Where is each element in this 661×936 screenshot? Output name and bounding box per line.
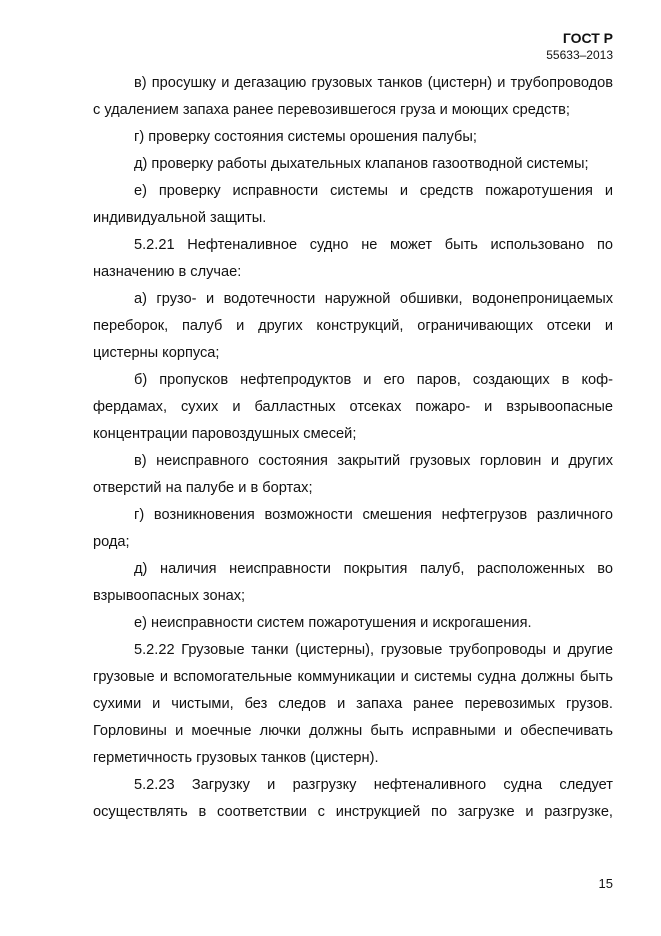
document-body: [93, 70, 613, 826]
paragraph-item-v-drying: в) просушку и дегазацию грузовых танков (цистерн) и трубопроводов с удалением запаха ранее перевозившегося груза и моющих средств;: [93, 75, 613, 118]
paragraph-clause-5-2-22: 5.2.22 Грузовые танки (цистерны), грузовые трубопроводы и другие грузовые и вспомогательные коммуникации и системы судна должны быть сухими и чистыми, без следов и запаха ранее перевозимых грузов. Горловины и моечные лючки должны быть исправными и обеспечивать герметичность грузовых танков (цистерн).: [93, 642, 613, 766]
paragraph-item-b-vapours: б) пропусков нефтепродуктов и его паров, создающих в коф-фердамах, сухих и балластных отсеках пожаро- и взрывоопасные концентрации паровоздушных смесей;: [93, 372, 613, 442]
paragraph-item-g-mixing: г) возникновения возможности смешения нефтегрузов различного рода;: [93, 507, 613, 550]
page-header: [546, 30, 613, 63]
paragraph-clause-5-2-21: 5.2.21 Нефтеналивное судно не может быть использовано по назначению в случае:: [93, 237, 613, 280]
paragraph-item-e-extinguishing: е) неисправности систем пожаротушения и искрогашения.: [134, 615, 532, 631]
paragraph-item-d-deck-coating: д) наличия неисправности покрытия палуб, расположенных во взрывоопасных зонах;: [93, 561, 613, 604]
paragraph-item-g-irrigation: г) проверку состояния системы орошения палубы;: [134, 129, 477, 145]
page-number: 15: [598, 876, 613, 891]
paragraph-clause-5-2-23: 5.2.23 Загрузку и разгрузку нефтеналивного судна следует осуществлять в соответствии с инструкцией по загрузке и разгрузке,: [93, 777, 613, 820]
paragraph-item-e-fire-systems: е) проверку исправности системы и средств пожаротушения и индивидуальной защиты.: [93, 183, 613, 226]
standard-label: ГОСТ Р: [562, 30, 613, 46]
standard-number: 55633–2013: [546, 48, 613, 62]
paragraph-item-a-leakage: а) грузо- и водотечности наружной обшивки, водонепроницаемых переборок, палуб и других конструкций, ограничивающих отсеки и цистерны корпуса;: [93, 291, 613, 361]
paragraph-item-d-valves: д) проверку работы дыхательных клапанов газоотводной системы;: [134, 156, 589, 172]
paragraph-item-v-hatches: в) неисправного состояния закрытий грузовых горловин и других отверстий на палубе и в бортах;: [93, 453, 613, 496]
